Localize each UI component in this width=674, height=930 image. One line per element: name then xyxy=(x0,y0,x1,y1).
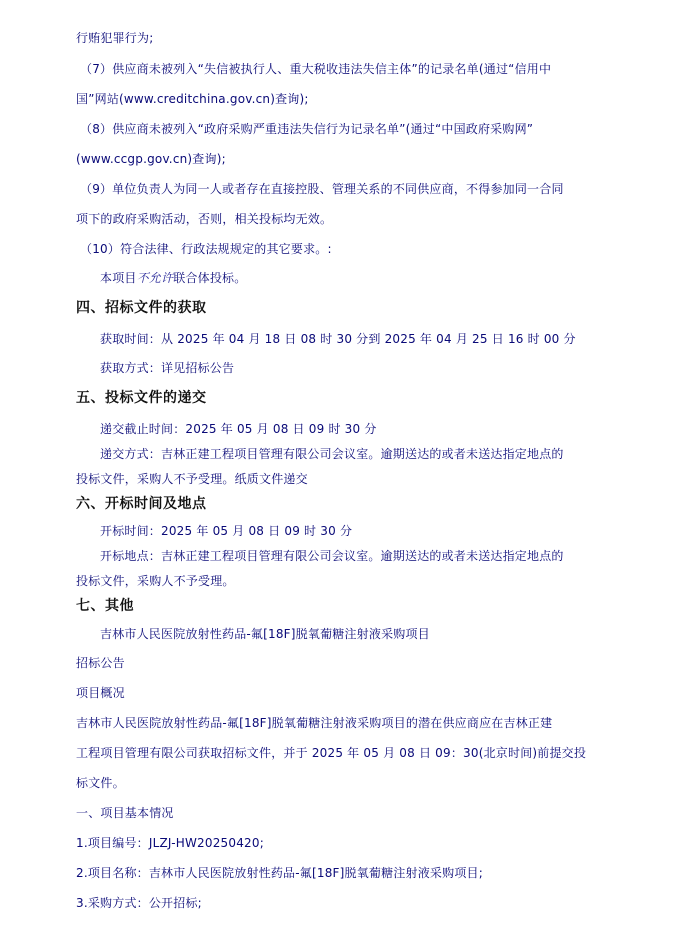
text-line: 工程项目管理有限公司获取招标文件，并于 2025 年 05 月 08 日 09：30(北京时间)前提交投 xyxy=(76,746,587,760)
text-fragment: 本项目 xyxy=(100,271,137,285)
text-line: 项下的政府采购活动，否则，相关投标均无效。 xyxy=(76,212,333,226)
text-line: （9）单位负责人为同一人或者存在直接控股、管理关系的不同供应商，不得参加同一合同 xyxy=(80,182,564,196)
text-line: 投标文件，采购人不予受理。 xyxy=(76,574,235,588)
consortium-line xyxy=(100,270,645,286)
text-line: 项目概况 xyxy=(76,686,125,700)
section-heading: 五、投标文件的递交 xyxy=(76,390,207,406)
text-line: 国”网站(www.creditchina.gov.cn)查询); xyxy=(76,92,309,106)
text-line: 吉林市人民医院放射性药品-氟[18F]脱氧葡糖注射液采购项目的潜在供应商应在吉林正建 xyxy=(76,716,553,730)
text-fragment: 联合体投标。 xyxy=(173,271,247,285)
text-line: 获取时间：从 2025 年 04 月 18 日 08 时 30 分到 2025 年 04 月 25 日 16 时 00 分 xyxy=(100,332,576,346)
text-line: 递交方式：吉林正建工程项目管理有限公司会议室。逾期送达的或者未送达指定地点的 xyxy=(100,447,564,461)
text-line: （7）供应商未被列入“失信被执行人、重大税收违法失信主体”的记录名单(通过“信用中 xyxy=(80,62,552,76)
text-line: 标文件。 xyxy=(76,776,125,790)
text-line: 2.项目名称：吉林市人民医院放射性药品-氟[18F]脱氧葡糖注射液采购项目; xyxy=(76,866,483,880)
text-line: 行贿犯罪行为; xyxy=(76,31,154,45)
text-line: 递交截止时间：2025 年 05 月 08 日 09 时 30 分 xyxy=(100,422,377,436)
italic-emphasis: 不允许 xyxy=(136,271,174,285)
section-heading: 七、其他 xyxy=(76,598,134,614)
text-line: 招标公告 xyxy=(76,656,125,670)
text-line: 投标文件，采购人不予受理。纸质文件递交 xyxy=(76,472,308,486)
text-line: （10）符合法律、行政法规规定的其它要求。: xyxy=(80,242,332,256)
text-line: 获取方式：详见招标公告 xyxy=(100,361,235,375)
text-line: 一、项目基本情况 xyxy=(76,806,174,820)
text-line: （8）供应商未被列入“政府采购严重违法失信行为记录名单”(通过“中国政府采购网” xyxy=(80,122,534,136)
text-line: 吉林市人民医院放射性药品-氟[18F]脱氧葡糖注射液采购项目 xyxy=(100,627,430,641)
text-line: 开标地点：吉林正建工程项目管理有限公司会议室。逾期送达的或者未送达指定地点的 xyxy=(100,549,564,563)
text-line: (www.ccgp.gov.cn)查询); xyxy=(76,152,226,166)
section-heading: 四、招标文件的获取 xyxy=(76,300,207,316)
text-line: 3.采购方式：公开招标; xyxy=(76,896,202,910)
text-line: 1.项目编号：JLZJ-HW20250420; xyxy=(76,836,264,850)
section-heading: 六、开标时间及地点 xyxy=(76,496,207,512)
text-line: 开标时间：2025 年 05 月 08 日 09 时 30 分 xyxy=(100,524,353,538)
